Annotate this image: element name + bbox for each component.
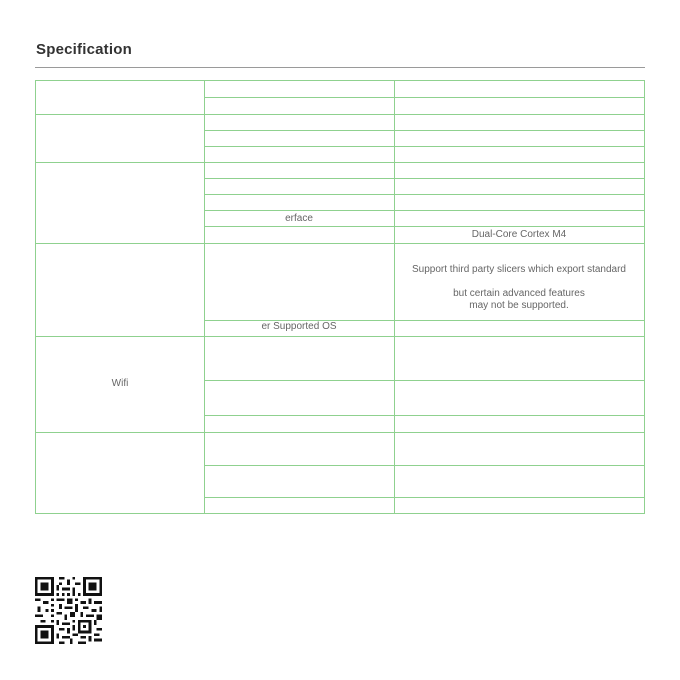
spec-title: Specification xyxy=(36,41,132,58)
group-divider xyxy=(36,432,644,433)
wifi-label: Wifi xyxy=(111,378,129,389)
slicer-support-line-2: but certain advanced features xyxy=(453,288,585,299)
group-divider xyxy=(36,162,644,163)
qr-code-icon xyxy=(35,577,102,644)
row-divider xyxy=(204,380,644,381)
title-rule xyxy=(35,67,645,68)
slicer-support-line-1: Support third party slicers which export standard xyxy=(412,264,626,275)
row-divider xyxy=(204,178,644,179)
cpu-value: Dual-Core Cortex M4 xyxy=(471,229,567,240)
row-divider xyxy=(204,415,644,416)
row-divider xyxy=(204,210,644,211)
row-divider xyxy=(204,130,644,131)
supported-os-label: er Supported OS xyxy=(261,321,337,332)
spec-table xyxy=(35,80,645,514)
row-divider xyxy=(204,497,644,498)
row-divider xyxy=(204,465,644,466)
slicer-support-line-3: may not be supported. xyxy=(469,300,569,311)
interface-label: erface xyxy=(285,213,313,224)
group-divider xyxy=(36,336,644,337)
group-divider xyxy=(36,114,644,115)
row-divider xyxy=(204,146,644,147)
row-divider xyxy=(204,194,644,195)
row-divider xyxy=(204,226,644,227)
group-divider xyxy=(36,243,644,244)
row-divider xyxy=(204,97,644,98)
